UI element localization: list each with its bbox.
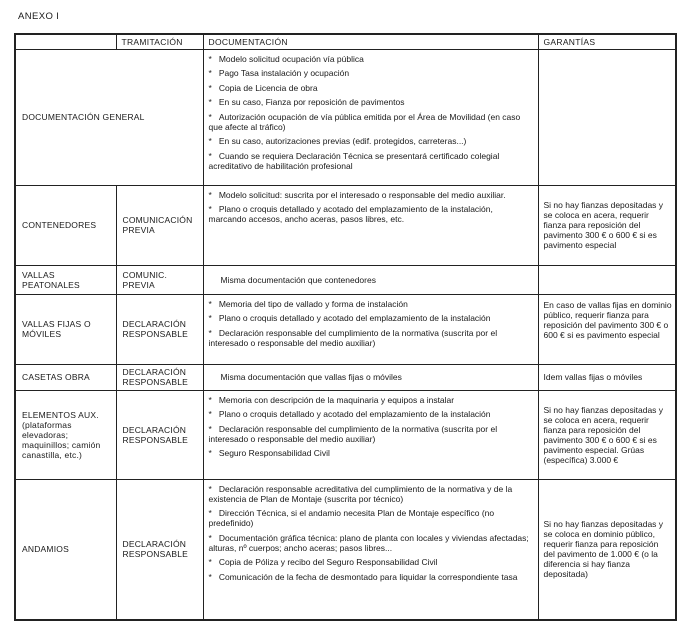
doc-item-text: Memoria del tipo de vallado y forma de instalación	[218, 298, 408, 309]
doc-item	[209, 190, 532, 200]
bullet-star-icon: *	[208, 327, 212, 338]
bullet-star-icon: *	[208, 313, 212, 323]
garantias-cell	[538, 265, 676, 294]
documentacion-cell	[203, 390, 538, 479]
bullet-star-icon: *	[208, 97, 212, 107]
table-row-contenedores	[15, 185, 676, 265]
row-title-cell: DOCUMENTACIÓN GENERAL	[15, 49, 203, 185]
bullet-star-icon: *	[208, 557, 212, 567]
header-documentacion: DOCUMENTACIÓN	[203, 34, 538, 49]
doc-item-text: Seguro Responsabilidad Civil	[218, 448, 330, 458]
doc-item	[209, 136, 532, 146]
bullet-star-icon: *	[208, 532, 212, 543]
doc-item	[209, 448, 532, 458]
bullet-star-icon: *	[208, 111, 212, 122]
page-title: ANEXO I	[18, 11, 60, 22]
doc-item	[209, 572, 532, 582]
table-row-andamios	[15, 479, 676, 620]
table-row-casetas-obra	[15, 364, 676, 390]
bullet-star-icon: *	[208, 409, 212, 419]
header-tramitacion: TRAMITACIÓN	[116, 34, 203, 49]
doc-item-text: En su caso, autorizaciones previas (edif. protegidos, carreteras...)	[218, 136, 467, 146]
doc-item-text: Documentación gráfica técnica: plano de planta con locales y viviendas afectadas; alturas, nº cuerpos; ancho aceras; pasos libres...	[208, 532, 529, 553]
bullet-star-icon: *	[208, 204, 212, 214]
tramitacion-cell: COMUNIC. PREVIA	[116, 265, 203, 294]
documentacion-cell	[203, 294, 538, 364]
doc-item-text: Autorización ocupación de vía pública emitida por el Área de Movilidad (en caso que afecte al tráfico)	[208, 111, 521, 132]
doc-item	[209, 112, 532, 132]
bullet-star-icon: *	[208, 571, 212, 582]
garantias-cell: En caso de vallas fijas en dominio público, requerir fianza para reposición del pavimento 300 € o 600 € si es pavimento especial	[538, 294, 676, 364]
doc-item-text: Plano o croquis detallado y acotado del emplazamiento de la instalación	[218, 409, 491, 419]
row-title-cell: ANDAMIOS	[15, 479, 116, 620]
garantias-cell: Idem vallas fijas o móviles	[538, 364, 676, 390]
garantias-cell	[538, 49, 676, 185]
doc-item-text: Copia de Licencia de obra	[218, 82, 318, 93]
tramitacion-cell: DECLARACIÓN RESPONSABLE	[116, 390, 203, 479]
doc-item	[209, 409, 532, 419]
tramitacion-cell: DECLARACIÓN RESPONSABLE	[116, 479, 203, 620]
doc-item-text: Plano o croquis detallado y acotado del emplazamiento de la instalación	[218, 313, 491, 323]
bullet-star-icon: *	[208, 53, 212, 64]
doc-item	[209, 395, 532, 405]
doc-item-text: Pago Tasa instalación y ocupación	[218, 68, 350, 78]
row-title-cell: VALLAS FIJAS O MÓVILES	[15, 294, 116, 364]
doc-item-text: En su caso, Fianza por reposición de pavimentos	[218, 97, 405, 107]
bullet-star-icon: *	[208, 423, 212, 434]
table-row-documentacion-general	[15, 49, 676, 185]
doc-item-text: Dirección Técnica, si el andamio necesita Plan de Montaje específico (no predefinido)	[208, 508, 495, 528]
bullet-star-icon: *	[208, 82, 212, 93]
documentacion-cell	[203, 185, 538, 265]
tramitacion-cell: COMUNICACIÓN PREVIA	[116, 185, 203, 265]
doc-item-text: Modelo solicitud ocupación vía pública	[218, 53, 364, 64]
bullet-star-icon: *	[208, 189, 212, 200]
documentacion-cell	[203, 479, 538, 620]
table-row-vallas-fijas	[15, 294, 676, 364]
bullet-star-icon: *	[208, 68, 212, 78]
header-garantias: GARANTÍAS	[538, 34, 676, 49]
doc-item-text: Cuando se requiera Declaración Técnica se presentará certificado colegial acreditativo de habilitación profesional	[208, 150, 500, 171]
table-header-row	[15, 34, 676, 49]
doc-item	[209, 557, 532, 567]
garantias-cell: Si no hay fianzas depositadas y se coloca en acera, requerir fianza para reposición del pavimento 300 € o 600 € si es pavimento especial	[538, 185, 676, 265]
doc-item	[209, 97, 532, 107]
documentacion-cell: Misma documentación que vallas fijas o móviles	[203, 364, 538, 390]
doc-item	[209, 151, 532, 171]
bullet-star-icon: *	[208, 150, 212, 161]
doc-item	[209, 68, 532, 78]
doc-item	[209, 54, 532, 64]
doc-item	[209, 204, 532, 224]
doc-item	[209, 508, 532, 528]
doc-item-text: Comunicación de la fecha de desmontado para liquidar la correspondiente tasa	[218, 571, 518, 582]
documentacion-cell	[203, 49, 538, 185]
bullet-star-icon: *	[208, 448, 212, 458]
anexo-table	[14, 33, 677, 621]
doc-item-text: Declaración responsable acreditativa del cumplimiento de la normativa y de la existencia de Plan de Montaje (suscrita por técnico)	[208, 483, 513, 504]
row-title-cell: ELEMENTOS AUX. (plataformas elevadoras; maquinillos; camión canastilla, etc.)	[15, 390, 116, 479]
doc-item	[209, 328, 532, 348]
garantias-cell: Si no hay fianzas depositadas y se coloca en dominio público, requerir fianza para reposición del pavimento de 1.000 € (o la diferencia si hay fianza depositada)	[538, 479, 676, 620]
row-title-cell: VALLAS PEATONALES	[15, 265, 116, 294]
tramitacion-cell: DECLARACIÓN RESPONSABLE	[116, 294, 203, 364]
doc-item-text: Declaración responsable del cumplimiento de la normativa (suscrita por el interesado o responsable del medio auxiliar)	[208, 423, 498, 444]
doc-item	[209, 484, 532, 504]
doc-item	[209, 533, 532, 553]
garantias-cell: Si no hay fianzas depositadas y se coloca en acera, requerir fianza para reposición del pavimento 300 € o 600 € si es pavimento especial. Grúas (específica) 3.000 €	[538, 390, 676, 479]
doc-item-text: Modelo solicitud: suscrita por el interesado o responsable del medio auxiliar.	[218, 189, 506, 200]
doc-item-text: Memoria con descripción de la maquinaria y equipos a instalar	[218, 394, 455, 405]
bullet-star-icon: *	[208, 483, 212, 494]
doc-item	[209, 424, 532, 444]
bullet-star-icon: *	[208, 508, 212, 518]
table-row-elementos-aux	[15, 390, 676, 479]
table-row-vallas-peatonales	[15, 265, 676, 294]
doc-item-text: Plano o croquis detallado y acotado del emplazamiento de la instalación, marcando accesos, ancho aceras, pasos libres, etc.	[208, 204, 493, 224]
doc-item-text: Copia de Póliza y recibo del Seguro Responsabilidad Civil	[218, 557, 438, 567]
header-empty	[15, 34, 116, 49]
row-title-cell: CONTENEDORES	[15, 185, 116, 265]
doc-item-text: Declaración responsable del cumplimiento de la normativa (suscrita por el interesado o responsable del medio auxiliar)	[208, 327, 498, 348]
row-title-cell: CASETAS OBRA	[15, 364, 116, 390]
doc-item	[209, 83, 532, 93]
doc-item	[209, 313, 532, 323]
doc-item	[209, 299, 532, 309]
documentacion-cell: Misma documentación que contenedores	[203, 265, 538, 294]
tramitacion-cell: DECLARACIÓN RESPONSABLE	[116, 364, 203, 390]
bullet-star-icon: *	[208, 298, 212, 309]
bullet-star-icon: *	[208, 394, 212, 405]
bullet-star-icon: *	[208, 136, 212, 146]
